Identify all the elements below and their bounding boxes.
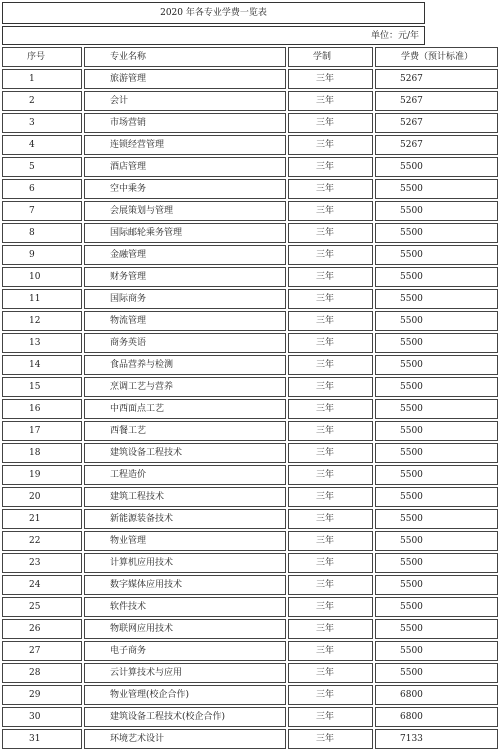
table-row xyxy=(2,443,498,463)
cell-duration: 三年 xyxy=(288,201,373,221)
cell-duration: 三年 xyxy=(288,179,373,199)
cell-major: 建筑工程技术 xyxy=(84,487,286,507)
cell-fee: 5500 xyxy=(375,289,498,309)
cell-fee: 5500 xyxy=(375,223,498,243)
cell-major: 中西面点工艺 xyxy=(84,399,286,419)
header-duration: 学制 xyxy=(288,47,373,67)
cell-fee: 5500 xyxy=(375,267,498,287)
table-row xyxy=(2,135,498,155)
cell-major: 物联网应用技术 xyxy=(84,619,286,639)
cell-fee: 5500 xyxy=(375,157,498,177)
cell-major: 会展策划与管理 xyxy=(84,201,286,221)
cell-major: 电子商务 xyxy=(84,641,286,661)
table-row xyxy=(2,311,498,331)
table-row xyxy=(2,663,498,683)
cell-major: 旅游管理 xyxy=(84,69,286,89)
cell-major: 会计 xyxy=(84,91,286,111)
cell-duration: 三年 xyxy=(288,91,373,111)
cell-no: 10 xyxy=(2,267,82,287)
cell-no: 17 xyxy=(2,421,82,441)
cell-no: 16 xyxy=(2,399,82,419)
cell-duration: 三年 xyxy=(288,399,373,419)
table-row xyxy=(2,421,498,441)
cell-fee: 5500 xyxy=(375,201,498,221)
table-row xyxy=(2,575,498,595)
cell-fee: 5500 xyxy=(375,641,498,661)
cell-fee: 5267 xyxy=(375,91,498,111)
cell-duration: 三年 xyxy=(288,421,373,441)
cell-major: 新能源装备技术 xyxy=(84,509,286,529)
cell-duration: 三年 xyxy=(288,531,373,551)
table-row xyxy=(2,619,498,639)
cell-duration: 三年 xyxy=(288,619,373,639)
cell-duration: 三年 xyxy=(288,685,373,705)
cell-major: 计算机应用技术 xyxy=(84,553,286,573)
cell-duration: 三年 xyxy=(288,553,373,573)
cell-major: 建筑设备工程技术 xyxy=(84,443,286,463)
cell-duration: 三年 xyxy=(288,245,373,265)
cell-no: 30 xyxy=(2,707,82,727)
unit-note: 单位：元/年 xyxy=(2,26,425,45)
table-row xyxy=(2,597,498,617)
cell-no: 22 xyxy=(2,531,82,551)
cell-major: 酒店管理 xyxy=(84,157,286,177)
cell-duration: 三年 xyxy=(288,355,373,375)
cell-duration: 三年 xyxy=(288,311,373,331)
cell-duration: 三年 xyxy=(288,333,373,353)
cell-major: 建筑设备工程技术(校企合作) xyxy=(84,707,286,727)
cell-no: 15 xyxy=(2,377,82,397)
cell-major: 国际邮轮乘务管理 xyxy=(84,223,286,243)
cell-no: 7 xyxy=(2,201,82,221)
cell-major: 商务英语 xyxy=(84,333,286,353)
table-row xyxy=(2,641,498,661)
table-header-row xyxy=(2,47,498,67)
cell-major: 西餐工艺 xyxy=(84,421,286,441)
table-row xyxy=(2,509,498,529)
cell-no: 21 xyxy=(2,509,82,529)
cell-no: 2 xyxy=(2,91,82,111)
cell-major: 连锁经营管理 xyxy=(84,135,286,155)
cell-no: 27 xyxy=(2,641,82,661)
table-row xyxy=(2,289,498,309)
cell-fee: 5500 xyxy=(375,575,498,595)
cell-major: 食品营养与检测 xyxy=(84,355,286,375)
cell-duration: 三年 xyxy=(288,289,373,309)
cell-fee: 5500 xyxy=(375,355,498,375)
cell-fee: 7133 xyxy=(375,729,498,749)
cell-duration: 三年 xyxy=(288,377,373,397)
cell-major: 国际商务 xyxy=(84,289,286,309)
cell-fee: 5267 xyxy=(375,135,498,155)
cell-duration: 三年 xyxy=(288,267,373,287)
cell-fee: 5500 xyxy=(375,443,498,463)
cell-no: 8 xyxy=(2,223,82,243)
cell-no: 12 xyxy=(2,311,82,331)
cell-fee: 5500 xyxy=(375,333,498,353)
cell-no: 25 xyxy=(2,597,82,617)
cell-no: 31 xyxy=(2,729,82,749)
cell-no: 1 xyxy=(2,69,82,89)
cell-duration: 三年 xyxy=(288,509,373,529)
cell-major: 物流管理 xyxy=(84,311,286,331)
cell-no: 24 xyxy=(2,575,82,595)
table-row xyxy=(2,487,498,507)
cell-fee: 5500 xyxy=(375,663,498,683)
table-row xyxy=(2,355,498,375)
cell-major: 财务管理 xyxy=(84,267,286,287)
cell-fee: 5500 xyxy=(375,421,498,441)
cell-fee: 5267 xyxy=(375,69,498,89)
cell-major: 软件技术 xyxy=(84,597,286,617)
cell-fee: 6800 xyxy=(375,707,498,727)
cell-major: 市场营销 xyxy=(84,113,286,133)
table-row xyxy=(2,113,498,133)
cell-major: 烹调工艺与营养 xyxy=(84,377,286,397)
cell-fee: 5500 xyxy=(375,377,498,397)
cell-major: 环境艺术设计 xyxy=(84,729,286,749)
cell-major: 物业管理 xyxy=(84,531,286,551)
cell-major: 物业管理(校企合作) xyxy=(84,685,286,705)
cell-fee: 5500 xyxy=(375,487,498,507)
table-row xyxy=(2,685,498,705)
cell-major: 工程造价 xyxy=(84,465,286,485)
table-row xyxy=(2,201,498,221)
cell-no: 9 xyxy=(2,245,82,265)
table-row xyxy=(2,553,498,573)
cell-fee: 5500 xyxy=(375,465,498,485)
cell-duration: 三年 xyxy=(288,443,373,463)
table-row xyxy=(2,223,498,243)
table-row xyxy=(2,245,498,265)
cell-no: 29 xyxy=(2,685,82,705)
table-row xyxy=(2,707,498,727)
table-row xyxy=(2,69,498,89)
cell-major: 数字媒体应用技术 xyxy=(84,575,286,595)
cell-no: 18 xyxy=(2,443,82,463)
cell-duration: 三年 xyxy=(288,487,373,507)
table-row xyxy=(2,465,498,485)
cell-no: 26 xyxy=(2,619,82,639)
cell-fee: 5500 xyxy=(375,399,498,419)
fee-document xyxy=(2,2,474,751)
cell-no: 3 xyxy=(2,113,82,133)
fee-table xyxy=(0,45,500,751)
cell-duration: 三年 xyxy=(288,223,373,243)
cell-fee: 5500 xyxy=(375,531,498,551)
cell-duration: 三年 xyxy=(288,157,373,177)
cell-duration: 三年 xyxy=(288,575,373,595)
cell-fee: 5500 xyxy=(375,311,498,331)
cell-no: 28 xyxy=(2,663,82,683)
cell-fee: 5267 xyxy=(375,113,498,133)
header-major: 专业名称 xyxy=(84,47,286,67)
table-row xyxy=(2,729,498,749)
table-row xyxy=(2,157,498,177)
cell-duration: 三年 xyxy=(288,69,373,89)
cell-no: 6 xyxy=(2,179,82,199)
document-title: 2020 年各专业学费一览表 xyxy=(2,2,425,24)
cell-duration: 三年 xyxy=(288,729,373,749)
table-row xyxy=(2,333,498,353)
cell-no: 19 xyxy=(2,465,82,485)
table-row xyxy=(2,531,498,551)
cell-duration: 三年 xyxy=(288,707,373,727)
cell-fee: 5500 xyxy=(375,619,498,639)
cell-duration: 三年 xyxy=(288,113,373,133)
cell-major: 云计算技术与应用 xyxy=(84,663,286,683)
cell-fee: 5500 xyxy=(375,553,498,573)
header-fee: 学费（预计标准） xyxy=(375,47,498,67)
cell-no: 5 xyxy=(2,157,82,177)
cell-fee: 5500 xyxy=(375,245,498,265)
cell-no: 14 xyxy=(2,355,82,375)
cell-fee: 6800 xyxy=(375,685,498,705)
cell-duration: 三年 xyxy=(288,135,373,155)
cell-duration: 三年 xyxy=(288,663,373,683)
cell-duration: 三年 xyxy=(288,465,373,485)
table-row xyxy=(2,179,498,199)
cell-no: 11 xyxy=(2,289,82,309)
cell-duration: 三年 xyxy=(288,641,373,661)
cell-no: 20 xyxy=(2,487,82,507)
cell-duration: 三年 xyxy=(288,597,373,617)
cell-no: 13 xyxy=(2,333,82,353)
cell-no: 23 xyxy=(2,553,82,573)
table-row xyxy=(2,399,498,419)
table-row xyxy=(2,267,498,287)
cell-major: 空中乘务 xyxy=(84,179,286,199)
header-no: 序号 xyxy=(2,47,82,67)
table-row xyxy=(2,91,498,111)
cell-fee: 5500 xyxy=(375,597,498,617)
cell-major: 金融管理 xyxy=(84,245,286,265)
cell-fee: 5500 xyxy=(375,509,498,529)
table-row xyxy=(2,377,498,397)
cell-fee: 5500 xyxy=(375,179,498,199)
cell-no: 4 xyxy=(2,135,82,155)
